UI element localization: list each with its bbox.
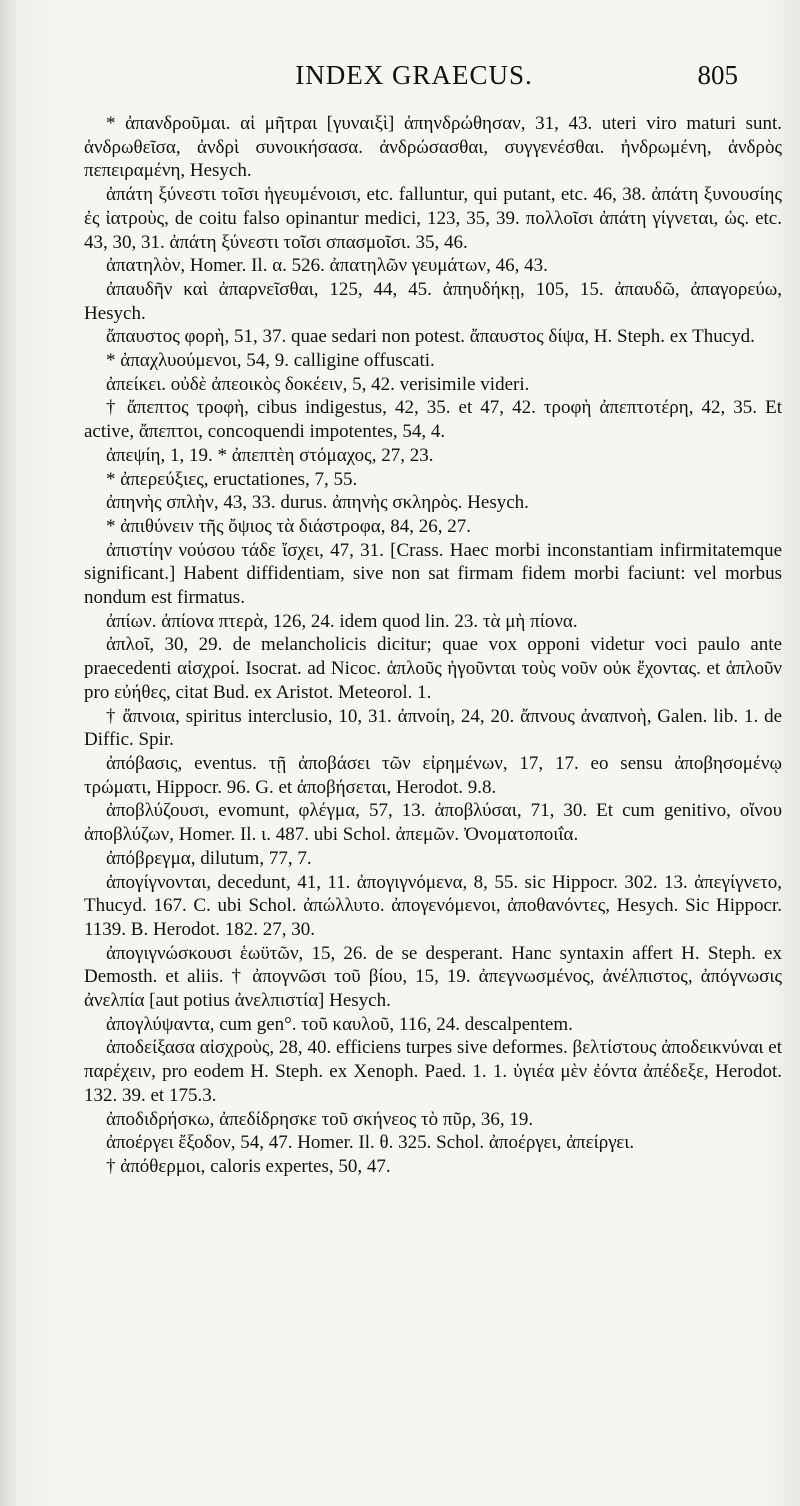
index-entry: * ἀπανδροῦμαι. αἱ μῆτραι [γυναιξὶ] ἀπηνδρώθησαν, 31, 43. uteri viro maturi sunt. ἀνδρωθεῖσα, ἀνδρὶ συνοικήσασα. ἀνδρώσασθαι, συγγενέσθαι. ἠνδρωμένη, ἀνδρὸς πεπειραμένη, Hesych. xyxy=(84,113,782,182)
index-entry: ἀποδιδρήσκω, ἀπεδίδρησκε τοῦ σκήνεος τὸ πῦρ, 36, 19. xyxy=(106,1108,534,1130)
index-entry: ἀπαυδῆν καὶ ἀπαρνεῖσθαι, 125, 44, 45. ἀπηυδήκῃ, 105, 15. ἀπαυδῶ, ἀπαγορεύω, Hesych. xyxy=(84,278,782,324)
index-entry: ἀπάτη ξύνεστι τοῖσι ἡγευμένοισι, etc. falluntur, qui putant, etc. 46, 38. ἀπάτη ξυνουσίης ἐς ἰατροὺς, de coitu falso opinantur medici, 123, 35, 39. πολλοῖσι ἀπάτη γίγνεται, ὡς. etc. 43, 30, 31. ἀπάτη ξύνεστι τοῖσι σπασμοῖσι. 35, 46. xyxy=(84,184,782,253)
index-entry: ἀποέργει ἔξοδον, 54, 47. Homer. Il. θ. 325. Schol. ἀποέργει, ἀπείργει. xyxy=(106,1132,635,1154)
running-head: INDEX GRAECUS. xyxy=(295,60,533,90)
index-entry: * ἀπερεύξιες, eructationes, 7, 55. xyxy=(106,468,358,490)
index-entry: ἀπλοῖ, 30, 29. de melancholicis dicitur; quae vox opponi videtur voci paulo ante praecedenti αἰσχροί. Isocrat. ad Nicoc. ἁπλοῦς ἡγοῦνται τοὺς νοῦν οὐκ ἔχοντας. et ἁπλοῦν pro εὐήθες, citat Bud. ex Aristot. Meteorol. 1. xyxy=(84,634,782,703)
index-entry: ἀπηνὴς σπλὴν, 43, 33. durus. ἀπηνὴς σκληρὸς. Hesych. xyxy=(106,492,529,514)
index-entry: ἀπογίγνονται, decedunt, 41, 11. ἀπογιγνόμενα, 8, 55. sic Hippocr. 302. 13. ἀπεγίγνετο, Thucyd. 167. C. ubi Schol. ἀπώλλυτο. ἀπογενόμενοι, ἀποθανόντες, Hesych. Sic Hippocr. 1139. B. Herodot. 182. 27, 30. xyxy=(84,871,782,940)
index-entry: * ἀπαχλυούμενοι, 54, 9. calligine offuscati. xyxy=(106,350,435,372)
index-entry: ἀποδείξασα αἰσχροὺς, 28, 40. efficiens turpes sive deformes. βελτίστους ἀποδεικνύναι et παρέχειν, pro eodem H. Steph. ex Xenoph. Paed. 1. 1. ὑγιέα μὲν ἐόντα ἀπέδεξε, Herodot. 132. 39. et 175.3. xyxy=(84,1037,782,1106)
index-entry: ἀπόβασις, eventus. τῇ ἀποβάσει τῶν εἰρημένων, 17, 17. eo sensu ἀποβησομένῳ τρώματι, Hippocr. 96. G. et ἀποβήσεται, Herodot. 9.8. xyxy=(84,752,782,798)
page-header xyxy=(90,60,738,100)
index-entry: ἀπίων. ἀπίονα πτερὰ, 126, 24. idem quod lin. 23. τὰ μὴ πίονα. xyxy=(106,610,578,632)
index-entry: ἀπεψίη, 1, 19. * ἀπεπτὲη στόμαχος, 27, 23. xyxy=(106,444,434,466)
index-entry: ἀπείκει. οὐδὲ ἀπεοικὸς δοκέειν, 5, 42. verisimile videri. xyxy=(106,373,530,395)
page-number: 805 xyxy=(697,60,738,90)
index-entry: ἀπόβρεγμα, dilutum, 77, 7. xyxy=(106,847,312,869)
index-entry: † ἀπόθερμοι, caloris expertes, 50, 47. xyxy=(106,1155,391,1177)
index-entry: ἀπιστίην νούσου τάδε ἴσχει, 47, 31. [Crass. Haec morbi inconstantiam infirmitatemque significant.] Habent diffidentiam, sive non sat firmam fidem morbi faciunt: vel morbus nondum est firmatus. xyxy=(84,539,782,609)
index-entry: * ἀπιθύνειν τῆς ὄψιος τὰ διάστροφα, 84, 26, 27. xyxy=(106,515,471,537)
index-body xyxy=(84,112,782,1179)
index-entry: ἄπαυστος φορὴ, 51, 37. quae sedari non potest. ἄπαυστος δίψα, H. Steph. ex Thucyd. xyxy=(106,326,755,348)
index-entry: ἀπογλύψαντα, cum gen°. τοῦ καυλοῦ, 116, 24. descalpentem. xyxy=(106,1013,573,1035)
index-entry: † ἄπνοια, spiritus interclusio, 10, 31. ἀπνοίη, 24, 20. ἄπνους ἀναπνοὴ, Galen. lib. 1. de Diffic. Spir. xyxy=(84,705,782,751)
index-entry: ἀπογιγνώσκουσι ἑωϋτῶν, 15, 26. de se desperant. Hanc syntaxin affert H. Steph. ex Demosth. et aliis. † ἀπογνῶσι τοῦ βίου, 15, 19. ἀπεγνωσμένος, ἀνέλπιστος, ἀπόγνωσις ἀνελπία [aut potius ἀνελπιστία] Hesych. xyxy=(84,942,782,1012)
index-entry: † ἄπεπτος τροφὴ, cibus indigestus, 42, 35. et 47, 42. τροφὴ ἀπεπτοτέρη, 42, 35. Et active, ἄπεπτοι, concoquendi impotentes, 54, 4. xyxy=(84,397,782,443)
index-entry: ἀπατηλὸν, Homer. Il. α. 526. ἀπατηλῶν γευμάτων, 46, 43. xyxy=(106,255,548,277)
index-entry: ἀποβλύζουσι, evomunt, φλέγμα, 57, 13. ἀποβλύσαι, 71, 30. Et cum genitivo, οἴνου ἀποβλύζων, Homer. Il. ι. 487. ubi Schol. ἀπεμῶν. Ὀνοματοποιΐα. xyxy=(84,800,782,846)
